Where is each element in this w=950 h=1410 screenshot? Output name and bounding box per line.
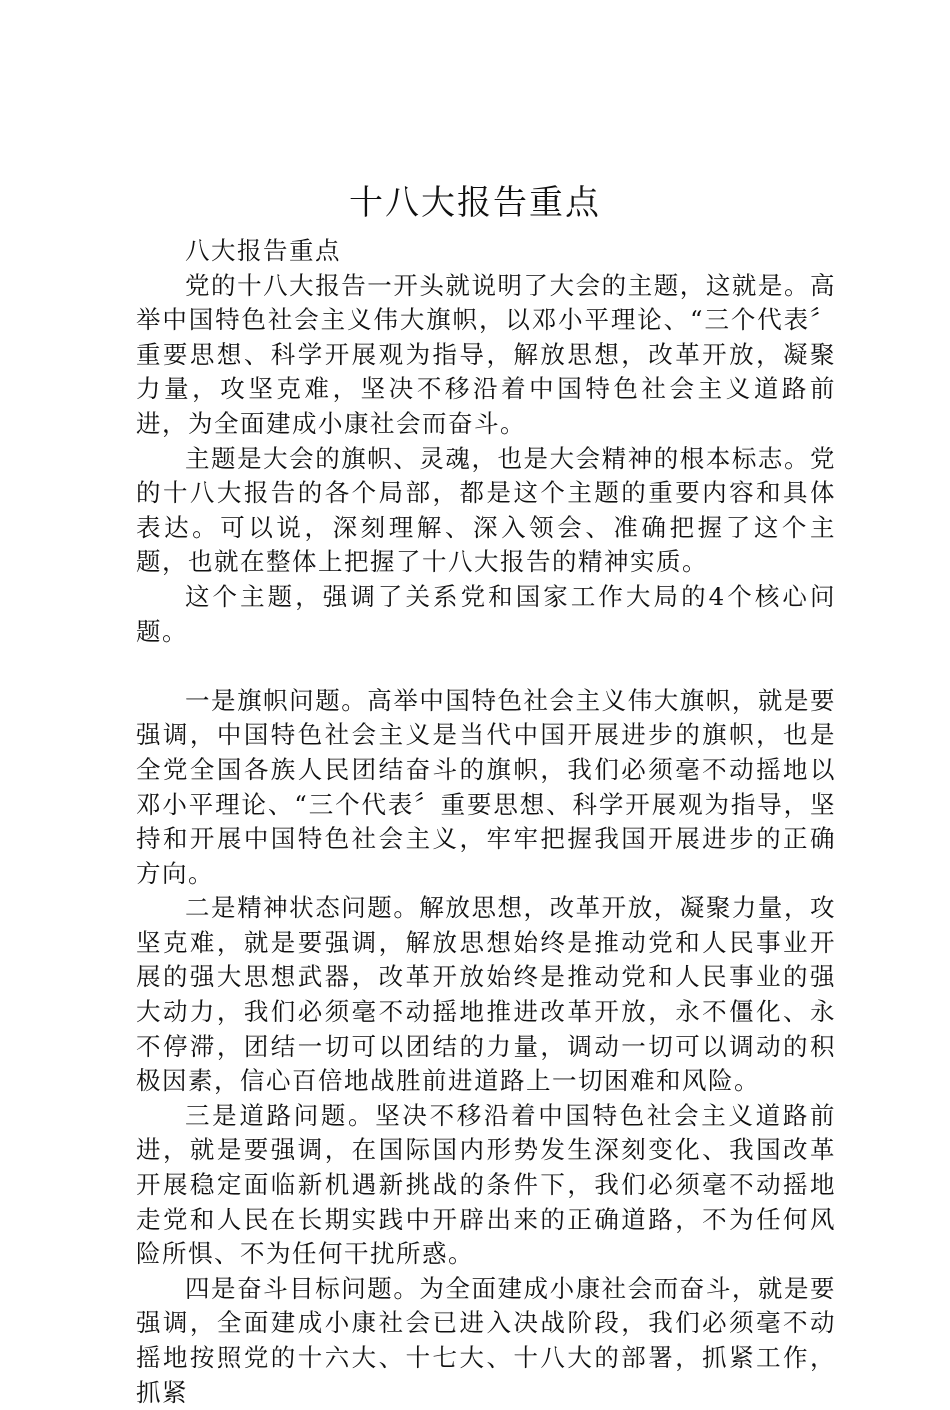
paragraph-subtitle: 八大报告重点 xyxy=(185,236,341,265)
paragraph-issue-goal: 四是奋斗目标问题。为全面建成小康社会而奋斗，就是要强调，全面建成小康社会已进入决战阶段，我们必须毫不动摇地按照党的十六大、十七大、十八大的部署，抓紧工作，抓紧 xyxy=(136,1273,836,1407)
paragraph-theme: 党的十八大报告一开头就说明了大会的主题，这就是。高举中国特色社会主义伟大旗帜，以邓小平理论、“三个代表〞重要思想、科学开展观为指导，解放思想，改革开放，凝聚力量，攻坚克难，坚决不移沿着中国特色社会主义道路前进，为全面建成小康社会而奋斗。 xyxy=(136,270,836,438)
paragraph-four-issues: 这个主题，强调了关系党和国家工作大局的4个核心问题。 xyxy=(136,581,836,646)
paragraph-issue-spirit: 二是精神状态问题。解放思想，改革开放，凝聚力量，攻坚克难，就是要强调，解放思想始终是推动党和人民事业开展的强大思想武器，改革开放始终是推动党和人民事业的强大动力，我们必须毫不动摇地推进改革开放，永不僵化、永不停滞，团结一切可以团结的力量，调动一切可以调动的积极因素，信心百倍地战胜前进道路上一切困难和风险。 xyxy=(136,893,836,1096)
paragraph-issue-flag: 一是旗帜问题。高举中国特色社会主义伟大旗帜，就是要强调，中国特色社会主义是当代中国开展进步的旗帜，也是全党全国各族人民团结奋斗的旗帜，我们必须毫不动摇地以邓小平理论、“三个代表〞重要思想、科学开展观为指导，坚持和开展中国特色社会主义，牢牢把握我国开展进步的正确方向。 xyxy=(136,685,836,888)
paragraph-theme-significance: 主题是大会的旗帜、灵魂，也是大会精神的根本标志。党的十八大报告的各个局部，都是这个主题的重要内容和具体表达。可以说，深刻理解、深入领会、准确把握了这个主题，也就在整体上把握了十八大报告的精神实质。 xyxy=(136,443,836,577)
paragraph-issue-road: 三是道路问题。坚决不移沿着中国特色社会主义道路前进，就是要强调，在国际国内形势发生深刻变化、我国改革开展稳定面临新机遇新挑战的条件下，我们必须毫不动摇地走党和人民在长期实践中开辟出来的正确道路，不为任何风险所惧、不为任何干扰所惑。 xyxy=(136,1100,836,1269)
document-title: 十八大报告重点 xyxy=(349,183,601,223)
document-body xyxy=(136,234,836,1410)
